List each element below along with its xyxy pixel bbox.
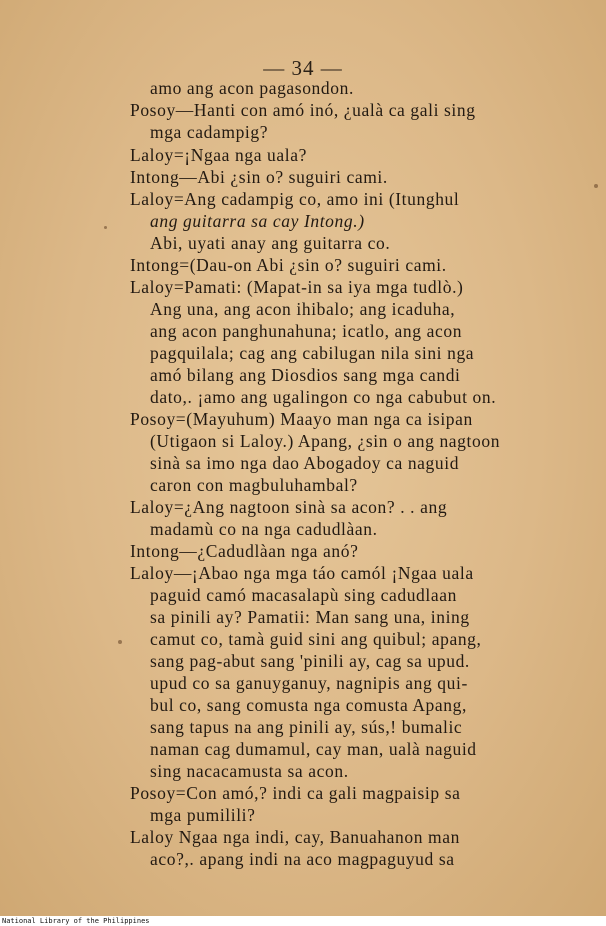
text-line: (Utigaon si Laloy.) Apang, ¿sin o ang nagtoon (150, 431, 501, 451)
text-line: Laloy Ngaa nga indi, cay, Banuahanon man (130, 827, 460, 847)
text-line: pagquilala; cag ang cabilugan nila sini nga (150, 343, 475, 363)
text-line: caron con magbuluhambal? (150, 475, 358, 495)
text-line: camut co, tamà guid sini ang quibul; apang, (150, 629, 482, 649)
text-line: aco?,. apang indi na aco magpaguyud sa (150, 849, 455, 869)
text-line: naman cag dumamul, cay man, ualà naguid (150, 739, 477, 759)
text-line: mga cadampig? (150, 122, 269, 142)
text-line: Ang una, ang acon ihibalo; ang icaduha, (150, 299, 456, 319)
text-line: sang tapus na ang pinili ay, sús,! bumalic (150, 717, 463, 737)
text-line: paguid camó macasalapù sing cadudlaan (150, 585, 457, 605)
text-line: Laloy=¿Ang nagtoon sinà sa acon? . . ang (130, 497, 448, 517)
paper-speck (594, 184, 598, 188)
text-line: Intong—¿Cadudlàan nga anó? (130, 541, 359, 561)
text-line: Abi, uyati anay ang guitarra co. (150, 233, 391, 253)
page-number: — 34 — (263, 56, 343, 80)
text-line: Laloy=Ang cadampig co, amo ini (Itunghul (130, 189, 460, 209)
paper-speck (104, 226, 107, 229)
text-line: Posoy=Con amó,? indi ca gali magpaisip sa (130, 783, 461, 803)
text-line: dato,. ¡amo ang ugalingon co nga cabubut on. (150, 387, 497, 407)
text-line: Laloy—¡Abao nga mga táo camól ¡Ngaa uala (130, 563, 474, 583)
text-line: upud co sa ganuyganuy, nagnipis ang qui- (150, 673, 468, 693)
text-line: ang acon panghunahuna; icatlo, ang acon (150, 321, 463, 341)
footer-credit: National Library of the Philippines (2, 917, 150, 925)
text-line: sa pinili ay? Pamatii: Man sang una, ining (150, 607, 470, 627)
text-line: mga pumilili? (150, 805, 256, 825)
paper-speck (118, 640, 122, 644)
text-line: Posoy=(Mayuhum) Maayo man nga ca isipan (130, 409, 473, 429)
text-line: Laloy=¡Ngaa nga uala? (130, 145, 307, 165)
text-line: Intong=(Dau-on Abi ¿sin o? suguiri cami. (130, 255, 447, 275)
text-line: sang pag-abut sang 'pinili ay, cag sa upud. (150, 651, 470, 671)
text-line: Laloy=Pamati: (Mapat-in sa iya mga tudlò.) (130, 277, 464, 297)
text-line: sinà sa imo nga dao Abogadoy ca naguid (150, 453, 460, 473)
text-line: Intong—Abi ¿sin o? suguiri cami. (130, 167, 388, 187)
text-line: amó bilang ang Diosdios sang mga candi (150, 365, 461, 385)
text-line: Posoy—Hanti con amó inó, ¿ualà ca gali sing (130, 100, 476, 120)
text-line: amo ang acon pagasondon. (150, 78, 354, 98)
text-line: sing nacacamusta sa acon. (150, 761, 349, 781)
text-line: bul co, sang comusta nga comusta Apang, (150, 695, 467, 715)
text-line: madamù co na nga cadudlàan. (150, 519, 378, 539)
text-line: ang guitarra sa cay Intong.) (150, 211, 365, 231)
